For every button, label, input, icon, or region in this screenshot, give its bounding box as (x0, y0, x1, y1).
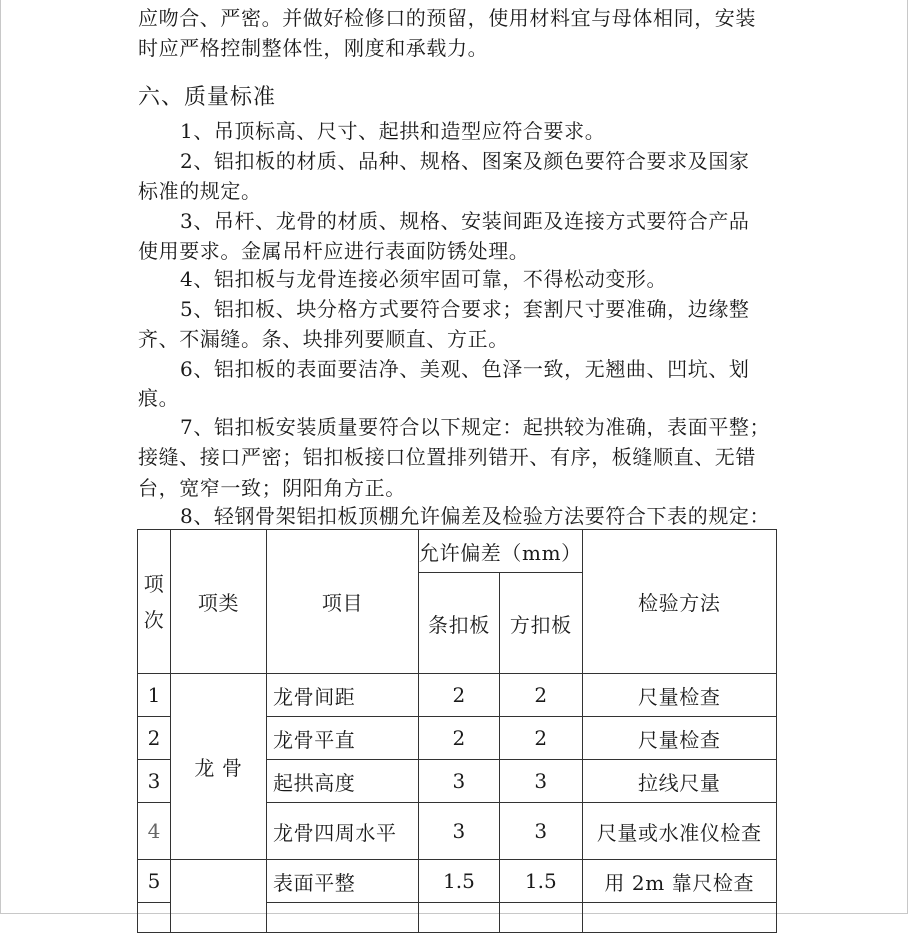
row-item (267, 903, 419, 933)
row-strip: 2 (419, 674, 500, 717)
row-item: 龙骨四周水平 (267, 803, 419, 860)
header-item: 项目 (267, 530, 419, 674)
row-no: 5 (138, 860, 171, 903)
row-method: 用 2m 靠尺检查 (582, 860, 776, 903)
list-item: 标准的规定。 (138, 179, 262, 203)
header-square: 方扣板 (499, 573, 582, 674)
row-method (582, 903, 776, 933)
row-no: 3 (138, 760, 171, 803)
section-heading: 六、质量标准 (138, 85, 277, 110)
header-strip: 条扣板 (419, 573, 500, 674)
list-item: 1、吊顶标高、尺寸、起拱和造型应符合要求。 (180, 119, 606, 143)
list-item: 5、铝扣板、块分格方式要符合要求；套割尺寸要准确，边缘整 (180, 297, 750, 321)
row-no: 1 (138, 674, 171, 717)
row-item: 表面平整 (267, 860, 419, 903)
row-no (138, 903, 171, 933)
table-header-row (138, 530, 777, 573)
row-no: 2 (138, 717, 171, 760)
list-item: 4、铝扣板与龙骨连接必须牢固可靠，不得松动变形。 (180, 267, 668, 291)
paragraph-line: 时应严格控制整体性，刚度和承载力。 (138, 36, 489, 60)
row-square: 3 (499, 803, 582, 860)
row-method: 拉线尺量 (582, 760, 776, 803)
list-item: 齐、不漏缝。条、块排列要顺直、方正。 (138, 327, 509, 351)
header-no: 项 次 (138, 530, 171, 674)
row-item: 龙骨平直 (267, 717, 419, 760)
group-empty (171, 860, 267, 933)
row-item: 起拱高度 (267, 760, 419, 803)
row-item: 龙骨间距 (267, 674, 419, 717)
list-item: 6、铝扣板的表面要洁净、美观、色泽一致，无翘曲、凹坑、划 (180, 357, 750, 381)
row-no: 4 (138, 803, 171, 860)
row-method: 尺量或水准仪检查 (582, 803, 776, 860)
row-strip: 3 (419, 760, 500, 803)
row-square: 2 (499, 674, 582, 717)
list-item: 使用要求。金属吊杆应进行表面防锈处理。 (138, 239, 530, 263)
row-method: 尺量检查 (582, 717, 776, 760)
row-square (499, 903, 582, 933)
list-item: 台，宽窄一致；阴阳角方正。 (138, 476, 406, 500)
row-strip (419, 903, 500, 933)
list-item: 7、铝扣板安装质量要符合以下规定：起拱较为准确，表面平整； (180, 415, 771, 439)
row-strip: 3 (419, 803, 500, 860)
group-keel: 龙 骨 (171, 674, 267, 860)
list-item: 8、轻钢骨架铝扣板顶棚允许偏差及检验方法要符合下表的规定： (180, 504, 771, 528)
table-row (138, 674, 777, 717)
row-strip: 2 (419, 717, 500, 760)
header-method: 检验方法 (582, 530, 776, 674)
tolerance-table (137, 529, 777, 933)
table-row (138, 860, 777, 903)
row-square: 3 (499, 760, 582, 803)
header-deviation: 允许偏差（mm） (419, 530, 583, 573)
row-strip: 1.5 (419, 860, 500, 903)
list-item: 痕。 (138, 386, 180, 410)
row-method: 尺量检查 (582, 674, 776, 717)
list-item: 接缝、接口严密；铝扣板接口位置排列错开、有序，板缝顺直、无错 (138, 445, 756, 469)
list-item: 3、吊杆、龙骨的材质、规格、安装间距及连接方式要符合产品 (180, 209, 750, 233)
row-square: 1.5 (499, 860, 582, 903)
list-item: 2、铝扣板的材质、品种、规格、图案及颜色要符合要求及国家 (180, 149, 750, 173)
header-category: 项类 (171, 530, 267, 674)
paragraph-line: 应吻合、严密。并做好检修口的预留，使用材料宜与母体相同，安装 (138, 6, 756, 30)
row-square: 2 (499, 717, 582, 760)
